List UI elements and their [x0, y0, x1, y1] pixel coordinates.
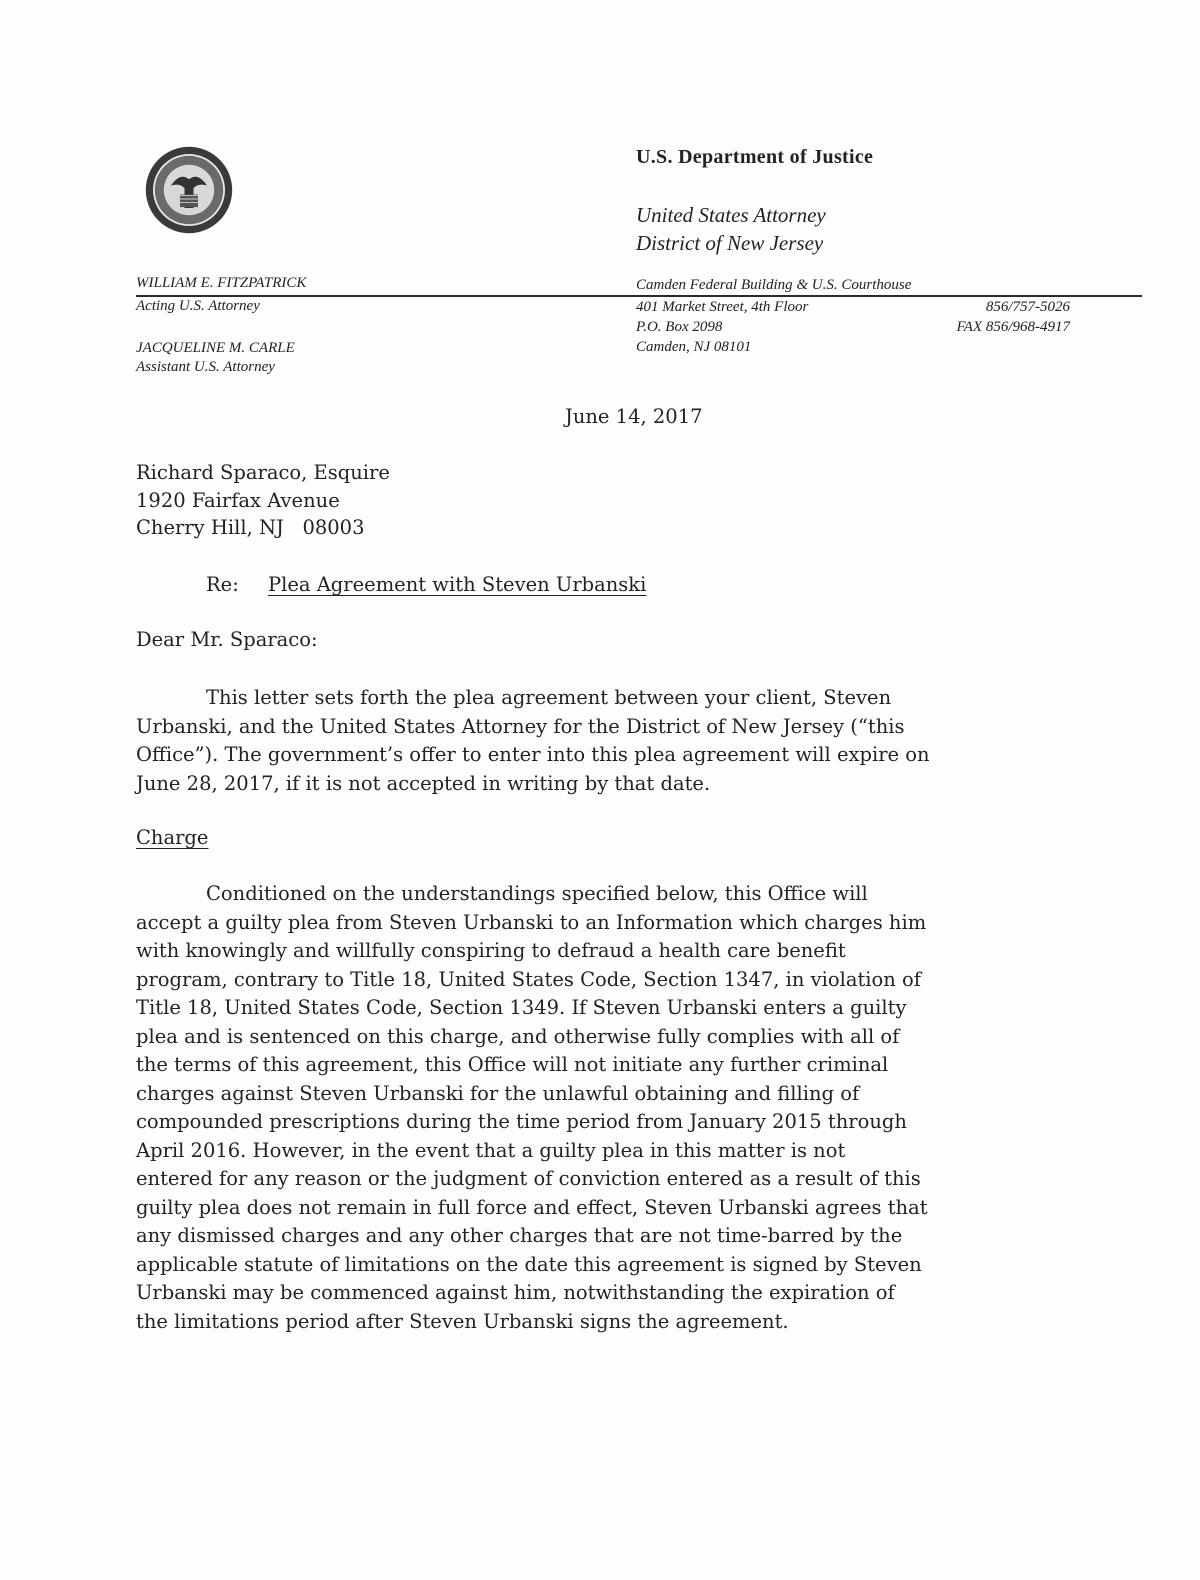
- attorney-title-1: Acting U.S. Attorney: [136, 298, 260, 314]
- paragraph-line: Urbanski may be commenced against him, notwithstanding the expiration of: [136, 1281, 895, 1304]
- department-title: U.S. Department of Justice: [636, 146, 874, 168]
- paragraph-line: applicable statute of limitations on the date this agreement is signed by Steven: [136, 1252, 922, 1276]
- paragraph-line: entered for any reason or the judgment of conviction entered as a result of this: [136, 1167, 921, 1190]
- intro-paragraph: [136, 684, 1076, 798]
- re-label: Re:: [206, 573, 239, 596]
- letterhead-divider: [136, 295, 1142, 297]
- attorney-name-1: WILLIAM E. FITZPATRICK: [136, 275, 307, 291]
- paragraph-line: accept a guilty plea from Steven Urbanski to an Information which charges him: [136, 910, 927, 934]
- paragraph-line: the terms of this agreement, this Office will not initiate any further criminal: [136, 1053, 889, 1076]
- recipient-city: Cherry Hill, NJ 08003: [136, 516, 365, 539]
- office-pobox: P.O. Box 2098: [636, 319, 723, 335]
- paragraph-line: Title 18, United States Code, Section 1349. If Steven Urbanski enters a guilty: [136, 996, 907, 1019]
- recipient-name: Richard Sparaco, Esquire: [136, 461, 390, 484]
- office-street: 401 Market Street, 4th Floor: [636, 299, 809, 315]
- paragraph-line: charges against Steven Urbanski for the unlawful obtaining and filling of: [136, 1081, 860, 1105]
- charge-paragraph: [136, 880, 1076, 1336]
- paragraph-line: the limitations period after Steven Urbanski signs the agreement.: [136, 1309, 789, 1333]
- doj-seal-icon: [144, 145, 234, 235]
- office-line-2: District of New Jersey: [636, 231, 824, 255]
- paragraph-line: any dismissed charges and any other charges that are not time-barred by the: [136, 1224, 903, 1247]
- paragraph-line: June 28, 2017, if it is not accepted in writing by that date.: [136, 771, 711, 795]
- paragraph-line: Urbanski, and the United States Attorney for the District of New Jersey (“this: [136, 714, 905, 738]
- paragraph-line: guilty plea does not remain in full force and effect, Steven Urbanski agrees that: [136, 1195, 928, 1219]
- attorney-name-2: JACQUELINE M. CARLE: [136, 340, 295, 356]
- paragraph-line: compounded prescriptions during the time period from January 2015 through: [136, 1110, 907, 1133]
- recipient-street: 1920 Fairfax Avenue: [136, 489, 340, 512]
- paragraph-line: plea and is sentenced on this charge, and otherwise fully complies with all of: [136, 1024, 900, 1048]
- office-city: Camden, NJ 08101: [636, 339, 752, 355]
- paragraph-line: April 2016. However, in the event that a guilty plea in this matter is not: [136, 1138, 846, 1162]
- office-phone: 856/757-5026: [985, 299, 1070, 315]
- office-line-1: United States Attorney: [636, 203, 826, 227]
- paragraph-line: Office”). The government’s offer to enter into this plea agreement will expire on: [136, 743, 930, 766]
- paragraph-line: Conditioned on the understandings specified below, this Office will: [206, 882, 868, 905]
- paragraph-line: with knowingly and willfully conspiring to defraud a health care benefit: [136, 939, 846, 962]
- salutation: Dear Mr. Sparaco:: [136, 628, 318, 651]
- paragraph-line: This letter sets forth the plea agreement between your client, Steven: [206, 686, 892, 709]
- charge-heading: Charge: [136, 826, 209, 849]
- re-subject: Plea Agreement with Steven Urbanski: [268, 573, 647, 596]
- office-building: Camden Federal Building & U.S. Courthouse: [636, 277, 912, 293]
- paragraph-line: program, contrary to Title 18, United States Code, Section 1347, in violation of: [136, 967, 921, 991]
- letter-date: June 14, 2017: [565, 405, 703, 428]
- attorney-title-2: Assistant U.S. Attorney: [136, 359, 275, 375]
- office-fax: FAX 856/968-4917: [956, 319, 1070, 335]
